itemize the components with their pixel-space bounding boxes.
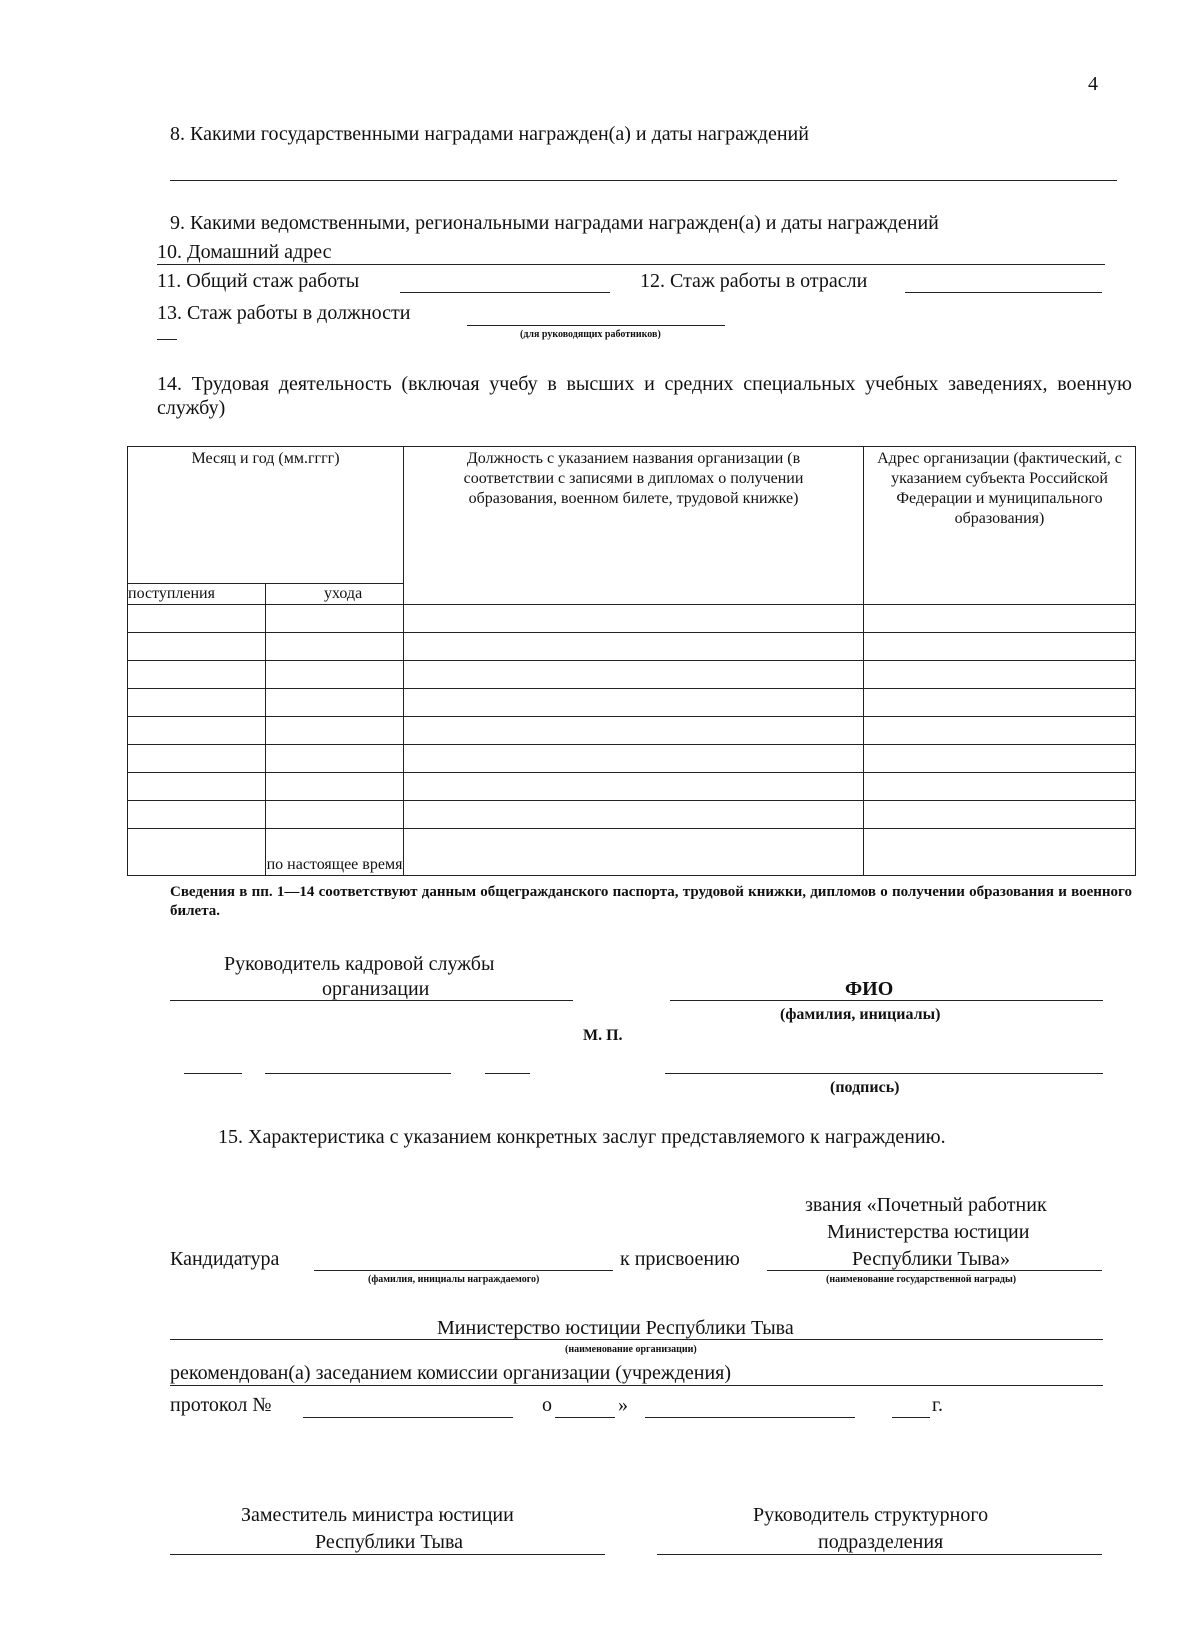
table-row [128, 661, 1136, 689]
date-year-line[interactable] [485, 1073, 530, 1074]
page-number: 4 [1088, 73, 1098, 95]
verification-note: Сведения в пп. 1—14 соответствуют данным общегражданского паспорта, трудовой книжки, дипломов о получении образования и военного билета. [170, 884, 1132, 919]
recommended-label: рекомендован(а) заседанием комиссии организации (учреждения) [170, 1362, 732, 1384]
table-row [128, 801, 1136, 829]
cell-end[interactable] [266, 717, 404, 745]
dash-mark [157, 339, 177, 340]
deputy-minister-signature-line[interactable] [170, 1554, 605, 1555]
header-date: Месяц и год (мм.гггг) [128, 447, 404, 584]
hr-fio-caption: (фамилия, инициалы) [780, 1006, 941, 1023]
recommended-line [170, 1385, 1103, 1386]
cell-end[interactable] [266, 801, 404, 829]
table-row-present [128, 829, 1136, 876]
protocol-label: протокол № [170, 1394, 272, 1416]
department-head-line2: подразделения [818, 1531, 944, 1553]
item-13-caption: (для руководящих работников) [520, 329, 661, 340]
cell-start[interactable] [128, 773, 266, 801]
cell-end[interactable] [266, 745, 404, 773]
cell-position[interactable] [404, 745, 864, 773]
table-row [128, 633, 1136, 661]
cell-address[interactable] [864, 773, 1136, 801]
cell-end[interactable] [266, 689, 404, 717]
cell-address[interactable] [864, 745, 1136, 773]
cell-end[interactable] [266, 605, 404, 633]
cell-position[interactable] [404, 605, 864, 633]
award-line3: Республики Тыва» [852, 1248, 1011, 1270]
to-award-label: к присвоению [620, 1248, 740, 1270]
cell-address[interactable] [864, 605, 1136, 633]
item-14-label: 14. Трудовая деятельность (включая учебу в высших и средних специальных учебных заведениях, военную службу) [157, 373, 1132, 419]
date-month-line[interactable] [265, 1073, 451, 1074]
subheader-start: поступления [128, 584, 266, 605]
protocol-quote: » [618, 1394, 628, 1416]
table-row [128, 745, 1136, 773]
table-row [128, 717, 1136, 745]
candidacy-label: Кандидатура [170, 1248, 280, 1270]
award-line1: звания «Почетный работник [805, 1194, 1047, 1216]
cell-start[interactable] [128, 605, 266, 633]
item-11-label: 11. Общий стаж работы [157, 270, 360, 292]
cell-position[interactable] [404, 829, 864, 876]
cell-start[interactable] [128, 717, 266, 745]
protocol-from: о [542, 1394, 552, 1416]
cell-position[interactable] [404, 801, 864, 829]
header-position: Должность с указанием названия организации (в соответствии с записями в дипломах о получении образования, военном билете, трудовой книжке) [404, 447, 864, 605]
stamp-label: М. П. [583, 1027, 623, 1044]
hr-title-underline [170, 1000, 573, 1001]
cell-address[interactable] [864, 633, 1136, 661]
cell-present: по настоящее время [266, 829, 404, 876]
industry-experience-line[interactable] [905, 292, 1102, 293]
cell-address[interactable] [864, 689, 1136, 717]
table-row [128, 773, 1136, 801]
cell-start[interactable] [128, 661, 266, 689]
award-line2: Министерства юстиции [827, 1221, 1030, 1243]
department-head-signature-line[interactable] [657, 1554, 1102, 1555]
item-13-label: 13. Стаж работы в должности [157, 302, 411, 324]
department-head-line1: Руководитель структурного [753, 1504, 989, 1526]
subheader-end: ухода [266, 584, 404, 605]
hr-fio: ФИО [845, 978, 894, 1000]
deputy-minister-line1: Заместитель министра юстиции [241, 1504, 514, 1526]
cell-position[interactable] [404, 661, 864, 689]
protocol-day-line[interactable] [555, 1417, 615, 1418]
signature-caption: (подпись) [830, 1079, 900, 1096]
hr-signature-line[interactable] [665, 1073, 1103, 1074]
date-day-line[interactable] [184, 1073, 242, 1074]
cell-address[interactable] [864, 801, 1136, 829]
cell-position[interactable] [404, 633, 864, 661]
home-address-line[interactable] [157, 264, 1105, 265]
item-10-label: 10. Домашний адрес [157, 241, 332, 263]
table-row [128, 605, 1136, 633]
hr-title-line2: организации [322, 978, 430, 1000]
hr-title-line1: Руководитель кадровой службы [224, 953, 495, 975]
cell-end[interactable] [266, 633, 404, 661]
cell-start[interactable] [128, 745, 266, 773]
total-experience-line[interactable] [400, 292, 610, 293]
cell-end[interactable] [266, 773, 404, 801]
hr-fio-line[interactable] [670, 1000, 1103, 1001]
cell-end[interactable] [266, 661, 404, 689]
organization-caption: (наименование организации) [565, 1344, 697, 1355]
cell-start[interactable] [128, 689, 266, 717]
item-8-label: 8. Какими государственными наградами награжден(а) и даты награждений [170, 123, 809, 145]
cell-start[interactable] [128, 829, 266, 876]
header-address: Адрес организации (фактический, с указанием субъекта Российской Федерации и муниципального образования) [864, 447, 1136, 605]
work-history-table [127, 446, 1136, 876]
award-name-line[interactable] [767, 1270, 1102, 1271]
candidate-name-line[interactable] [314, 1270, 613, 1271]
organization-line[interactable] [170, 1339, 1103, 1340]
cell-address[interactable] [864, 661, 1136, 689]
position-experience-line[interactable] [467, 325, 725, 326]
item-15-label: 15. Характеристика с указанием конкретных заслуг представляемого к награждению. [218, 1126, 946, 1148]
protocol-month-line[interactable] [645, 1417, 855, 1418]
cell-position[interactable] [404, 773, 864, 801]
item-8-fill-line[interactable] [170, 180, 1117, 181]
deputy-minister-line2: Республики Тыва [315, 1531, 464, 1553]
cell-position[interactable] [404, 689, 864, 717]
item-9-label: 9. Какими ведомственными, региональными наградами награжден(а) и даты награждений [170, 212, 939, 234]
cell-position[interactable] [404, 717, 864, 745]
award-caption: (наименование государственной награды) [826, 1274, 1017, 1285]
table-row [128, 689, 1136, 717]
protocol-year-label: г. [932, 1394, 943, 1416]
cell-start[interactable] [128, 633, 266, 661]
protocol-number-line[interactable] [303, 1417, 513, 1418]
candidate-name-caption: (фамилия, инициалы награждаемого) [368, 1274, 540, 1285]
organization-name: Министерство юстиции Республики Тыва [437, 1317, 794, 1339]
cell-address[interactable] [864, 717, 1136, 745]
protocol-year-line[interactable] [892, 1417, 930, 1418]
cell-address[interactable] [864, 829, 1136, 876]
item-12-label: 12. Стаж работы в отрасли [640, 270, 868, 292]
cell-start[interactable] [128, 801, 266, 829]
